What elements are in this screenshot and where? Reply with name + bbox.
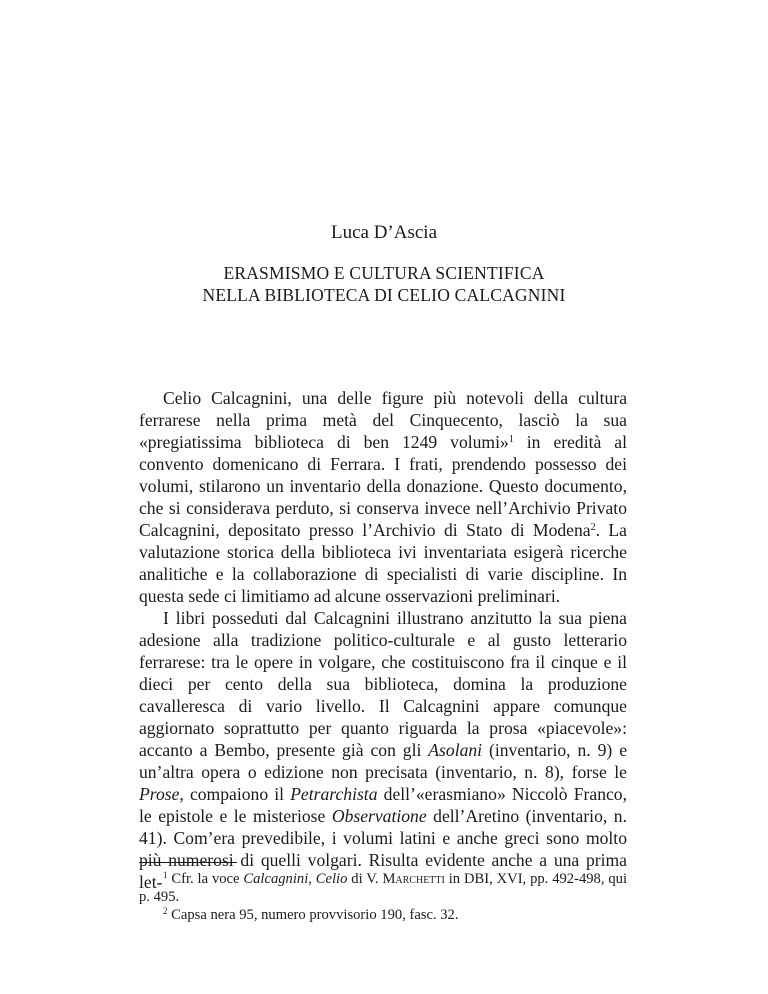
italic-petrarchista: Petrarchista [290, 784, 378, 804]
footnotes [139, 870, 627, 924]
article-title [0, 262, 768, 306]
footnote-1-text-a: Cfr. la voce [171, 871, 244, 887]
paragraph-2-text-c: , compaiono il [179, 784, 291, 804]
paragraph-1 [139, 387, 627, 607]
title-line-2: NELLA BIBLIOTECA DI CELIO CALCAGNINI [202, 285, 566, 305]
footnote-1-text-b: di V. [347, 871, 383, 887]
footnote-1 [139, 870, 627, 906]
footnote-2-text: Capsa nera 95, numero provvisorio 190, fasc. 32. [171, 907, 459, 923]
author-name: Luca D’Ascia [330, 222, 438, 243]
paragraph-2-text-a: I libri posseduti dal Calcagnini illustrano anzitutto la sua piena adesione alla tradizione politico-culturale e al gusto letterario ferrarese: tra le opere in volgare, che costituiscono fra il cinque e il dieci per cento della sua biblioteca, domina la produzione cavalleresca di vario livello. Il Calcagnini appare comunque aggiornato soprattutto per quanto riguarda la prosa «piacevole»: accanto a Bembo, presente già con gli [139, 608, 627, 760]
body-text [139, 387, 627, 893]
paragraph-2-text-d: dell’«erasmiano» Niccolò Franco, le epistole e le misteriose [139, 784, 628, 826]
paragraph-2-text-b: (inventario, n. 9) e un’altra opera o edizione non precisata (inventario, n. 8), forse le [139, 740, 627, 782]
paragraph-1-text-c: . La valutazione storica della biblioteca ivi inventariata esigerà ricerche analitiche e la collaborazione di specialisti di varie discipline. In questa sede ci limitiamo ad alcune osservazioni preliminari. [139, 520, 627, 606]
footnote-1-italic: Calcagnini, Celio [243, 871, 348, 887]
italic-prose: Prose [139, 784, 180, 804]
paragraph-2-text-e: dell’Aretino (inventario, n. 41). Com’era prevedibile, i volumi latini e anche greci sono molto più numerosi di quelli volgari. Risulta evidente anche a una prima let- [139, 806, 627, 892]
footnote-1-text-c: in DBI, XVI, pp. 492-498, qui p. 495. [139, 871, 628, 905]
paragraph-1-text-b: in eredità al convento domenicano di Ferrara. I frati, prendendo possesso dei volumi, stilarono un inventario della donazione. Questo documento, che si considerava perduto, si conserva invece nell’Archivio Privato Calcagnini, depositato presso l’Archivio di Stato di Modena [139, 432, 627, 540]
paragraph-2 [139, 607, 627, 893]
italic-asolani: Asolani [428, 740, 483, 760]
paragraph-1-text-a: Celio Calcagnini, una delle figure più notevoli della cultura ferrarese nella prima metà del Cinquecento, lasciò la sua «pregiatissima biblioteca di ben 1249 volumi» [139, 388, 627, 452]
footnote-2-number: 2 [163, 906, 168, 916]
italic-observatione: Observatione [331, 806, 427, 826]
footnote-1-smallcaps: Marchetti [382, 871, 445, 887]
footnote-ref-2: 2 [590, 522, 596, 533]
title-line-1: ERASMISMO E CULTURA SCIENTIFICA [223, 263, 545, 283]
footnote-2 [139, 906, 627, 924]
footnote-separator [139, 862, 237, 863]
footnote-1-number: 1 [163, 870, 168, 880]
footnote-ref-1: 1 [508, 434, 514, 445]
